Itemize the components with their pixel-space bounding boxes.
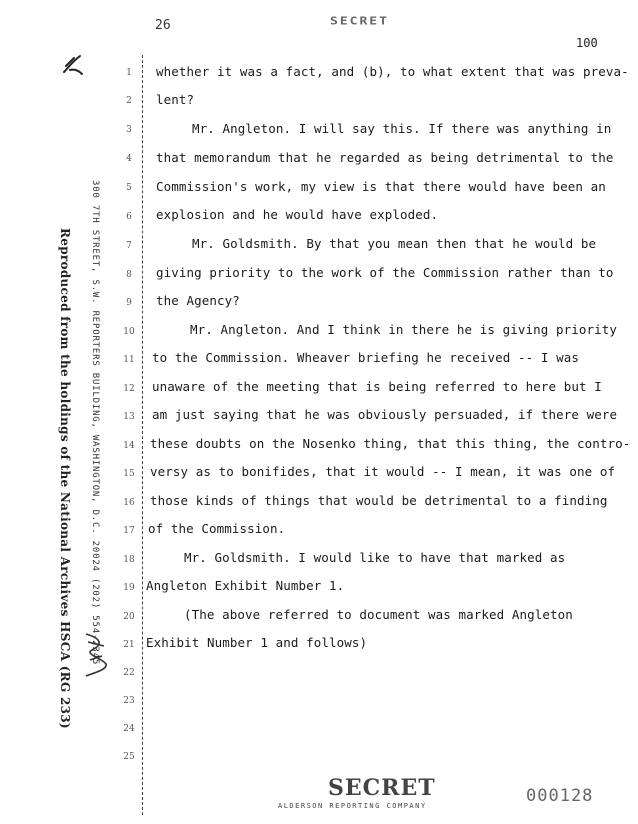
line-number: 4 [126, 154, 132, 164]
transcript-line: explosion and he would have exploded. [156, 207, 439, 222]
transcript-line: am just saying that he was obviously persuaded, if there were [152, 407, 618, 422]
transcript-line: Angleton Exhibit Number 1. [146, 578, 345, 593]
transcript-line: giving priority to the work of the Commission rather than to [156, 265, 614, 280]
transcript-line: Mr. Goldsmith. By that you mean then that he would be [192, 236, 597, 251]
transcript-line: whether it was a fact, and (b), to what extent that was preva- [156, 64, 629, 79]
line-number: 12 [123, 384, 135, 394]
line-number: 17 [123, 526, 135, 536]
line-number: 13 [123, 412, 135, 422]
line-number: 2 [126, 96, 132, 106]
reporting-company: ALDERSON REPORTING COMPANY [278, 802, 427, 810]
document-number: 000128 [526, 786, 594, 806]
transcript-page-number: 100 [576, 36, 598, 50]
transcript-line: Commission's work, my view is that there would have been an [156, 179, 606, 194]
transcript-line: that memorandum that he regarded as being detrimental to the [156, 150, 614, 165]
line-number: 5 [126, 183, 132, 193]
transcript-line: versy as to bonifides, that it would -- I mean, it was one of [150, 464, 616, 479]
signature-scribble-icon [80, 630, 112, 680]
line-number: 7 [126, 241, 132, 251]
line-number: 10 [123, 327, 135, 337]
line-number: 18 [123, 555, 135, 565]
reproduced-note: Reproduced from the holdings of the National Archives HSCA (RG 233) [58, 228, 72, 729]
line-number: 1 [126, 68, 132, 78]
line-number: 22 [123, 668, 135, 678]
classification-stamp-top: SECRET [330, 15, 389, 28]
line-number: 3 [126, 125, 132, 135]
handwritten-mark-icon [60, 50, 90, 80]
classification-stamp-bottom: SECRET [328, 775, 436, 801]
line-number: 19 [123, 583, 135, 593]
line-number: 11 [123, 355, 135, 365]
line-number: 21 [123, 640, 135, 650]
transcript-line: those kinds of things that would be detrimental to a finding [150, 493, 608, 508]
transcript-line: Exhibit Number 1 and follows) [146, 635, 368, 650]
page-number: 26 [155, 18, 171, 33]
transcript-line: lent? [156, 92, 195, 107]
line-number: 8 [126, 270, 132, 280]
line-number: 24 [123, 724, 135, 734]
reporter-address: 300 7TH STREET, S.W. REPORTERS BUILDING, WASHINGTON, D.C. 20024 (202) 554-2345 [90, 180, 100, 666]
line-number: 9 [126, 298, 132, 308]
line-number: 23 [123, 696, 135, 706]
line-number: 20 [123, 612, 135, 622]
transcript-line: these doubts on the Nosenko thing, that this thing, the contro- [150, 436, 631, 451]
line-number: 14 [123, 441, 135, 451]
transcript-line: Mr. Angleton. And I think in there he is giving priority [190, 322, 618, 337]
transcript-line: of the Commission. [148, 521, 286, 536]
transcript-line: the Agency? [156, 293, 240, 308]
transcript-line: to the Commission. Wheaver briefing he received -- I was [152, 350, 580, 365]
line-number: 15 [123, 469, 135, 479]
transcript-line: Mr. Goldsmith. I would like to have that marked as [184, 550, 566, 565]
margin-rule [142, 55, 143, 815]
transcript-line: (The above referred to document was marked Angleton [184, 607, 573, 622]
line-number: 25 [123, 752, 135, 762]
line-number: 16 [123, 498, 135, 508]
transcript-line: Mr. Angleton. I will say this. If there was anything in [192, 121, 612, 136]
transcript-line: unaware of the meeting that is being referred to here but I [152, 379, 602, 394]
line-number: 6 [126, 212, 132, 222]
